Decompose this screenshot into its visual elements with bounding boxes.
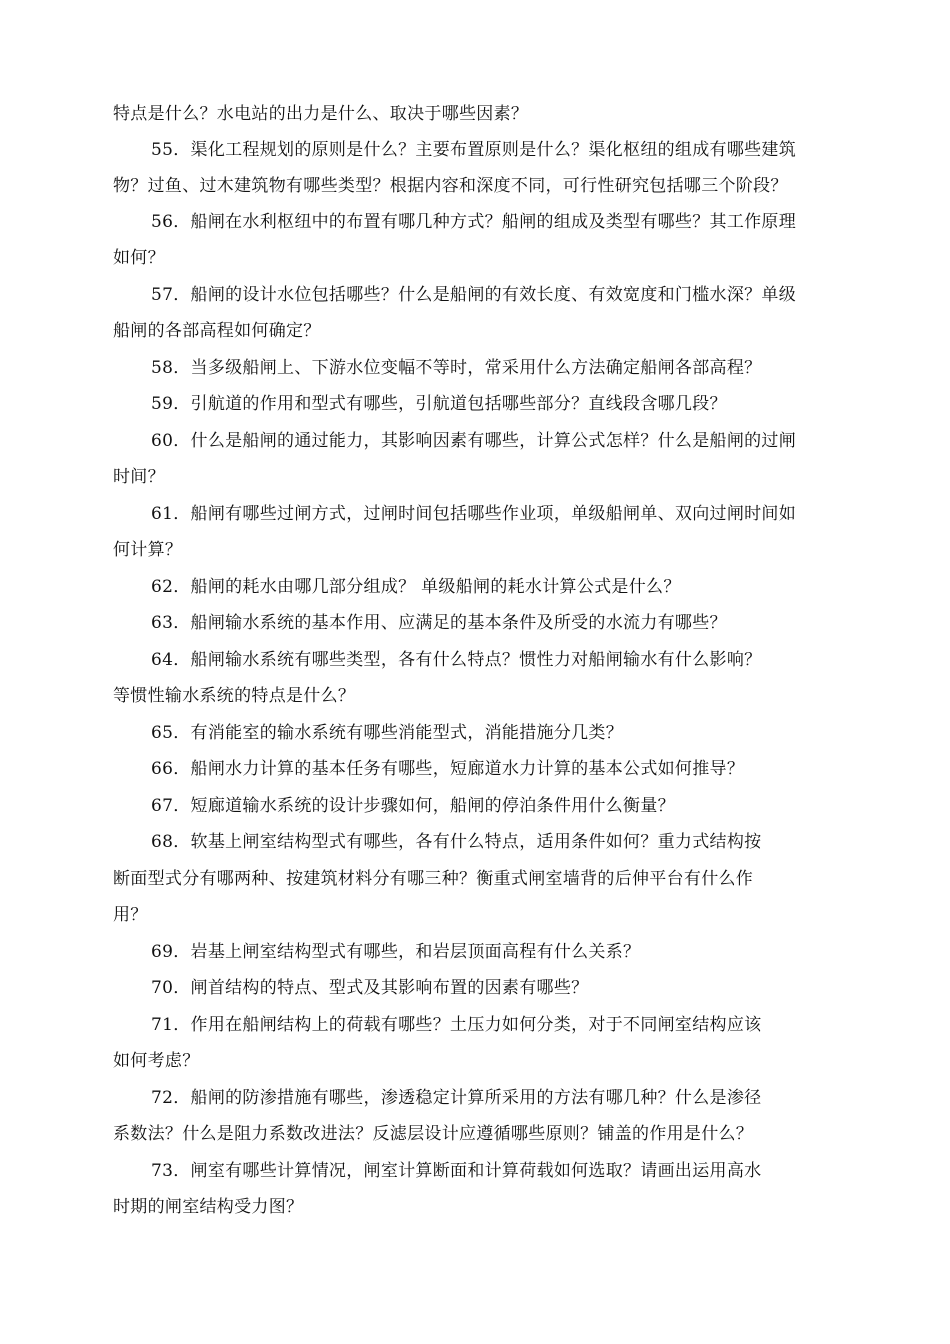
question-69-line-1: 69．岩基上闸室结构型式有哪些，和岩层顶面高程有什么关系？ (151, 942, 641, 962)
question-56-line-2: 如何？ (113, 248, 165, 268)
question-61-line-2: 何计算？ (113, 540, 183, 560)
question-60-line-2: 时间？ (113, 467, 165, 487)
question-64-line-1: 64．船闸输水系统有哪些类型，各有什么特点？惯性力对船闸输水有什么影响？ (151, 650, 762, 670)
question-55-line-1: 55．渠化工程规划的原则是什么？主要布置原则是什么？渠化枢纽的组成有哪些建筑 (151, 140, 797, 160)
question-73-line-2: 时期的闸室结构受力图？ (113, 1197, 304, 1217)
question-63-line-1: 63．船闸输水系统的基本作用、应满足的基本条件及所受的水流力有哪些？ (151, 613, 727, 633)
question-55-line-2: 物？过鱼、过木建筑物有哪些类型？根据内容和深度不同，可行性研究包括哪三个阶段？ (113, 176, 788, 196)
question-71-line-1: 71．作用在船闸结构上的荷载有哪些？土压力如何分类，对于不同闸室结构应该 (151, 1015, 762, 1035)
question-62-line-1: 62．船闸的耗水由哪几部分组成？ 单级船闸的耗水计算公式是什么？ (151, 577, 681, 597)
question-68-line-1: 68．软基上闸室结构型式有哪些，各有什么特点，适用条件如何？重力式结构按 (151, 832, 762, 852)
question-60-line-1: 60．什么是船闸的通过能力，其影响因素有哪些，计算公式怎样？什么是船闸的过闸 (151, 431, 797, 451)
question-59-line-1: 59．引航道的作用和型式有哪些，引航道包括哪些部分？直线段含哪几段？ (151, 394, 727, 414)
question-56-line-1: 56．船闸在水利枢纽中的布置有哪几种方式？船闸的组成及类型有哪些？其工作原理 (151, 212, 797, 232)
question-66-line-1: 66．船闸水力计算的基本任务有哪些，短廊道水力计算的基本公式如何推导？ (151, 759, 745, 779)
question-71-line-2: 如何考虑？ (113, 1051, 200, 1071)
question-64-line-2: 等惯性输水系统的特点是什么？ (113, 686, 356, 706)
question-72-line-2: 系数法？什么是阻力系数改进法？反滤层设计应遵循哪些原则？铺盖的作用是什么？ (113, 1124, 754, 1144)
question-68-line-2: 断面型式分有哪两种、按建筑材料分有哪三种？衡重式闸室墙背的后伸平台有什么作 (113, 869, 754, 889)
question-68-line-3: 用？ (113, 905, 148, 925)
text-line: 特点是什么？水电站的出力是什么、取决于哪些因素？ (113, 104, 529, 124)
question-73-line-1: 73．闸室有哪些计算情况，闸室计算断面和计算荷载如何选取？请画出运用高水 (151, 1161, 762, 1181)
question-70-line-1: 70．闸首结构的特点、型式及其影响布置的因素有哪些？ (151, 978, 589, 998)
question-57-line-2: 船闸的各部高程如何确定？ (113, 321, 321, 341)
question-58-line-1: 58．当多级船闸上、下游水位变幅不等时，常采用什么方法确定船闸各部高程？ (151, 358, 762, 378)
question-61-line-1: 61．船闸有哪些过闸方式，过闸时间包括哪些作业项，单级船闸单、双向过闸时间如 (151, 504, 797, 524)
question-57-line-1: 57．船闸的设计水位包括哪些？什么是船闸的有效长度、有效宽度和门槛水深？单级 (151, 285, 797, 305)
question-72-line-1: 72．船闸的防渗措施有哪些，渗透稳定计算所采用的方法有哪几种？什么是渗径 (151, 1088, 762, 1108)
question-65-line-1: 65．有消能室的输水系统有哪些消能型式，消能措施分几类？ (151, 723, 624, 743)
question-67-line-1: 67．短廊道输水系统的设计步骤如何，船闸的停泊条件用什么衡量？ (151, 796, 675, 816)
